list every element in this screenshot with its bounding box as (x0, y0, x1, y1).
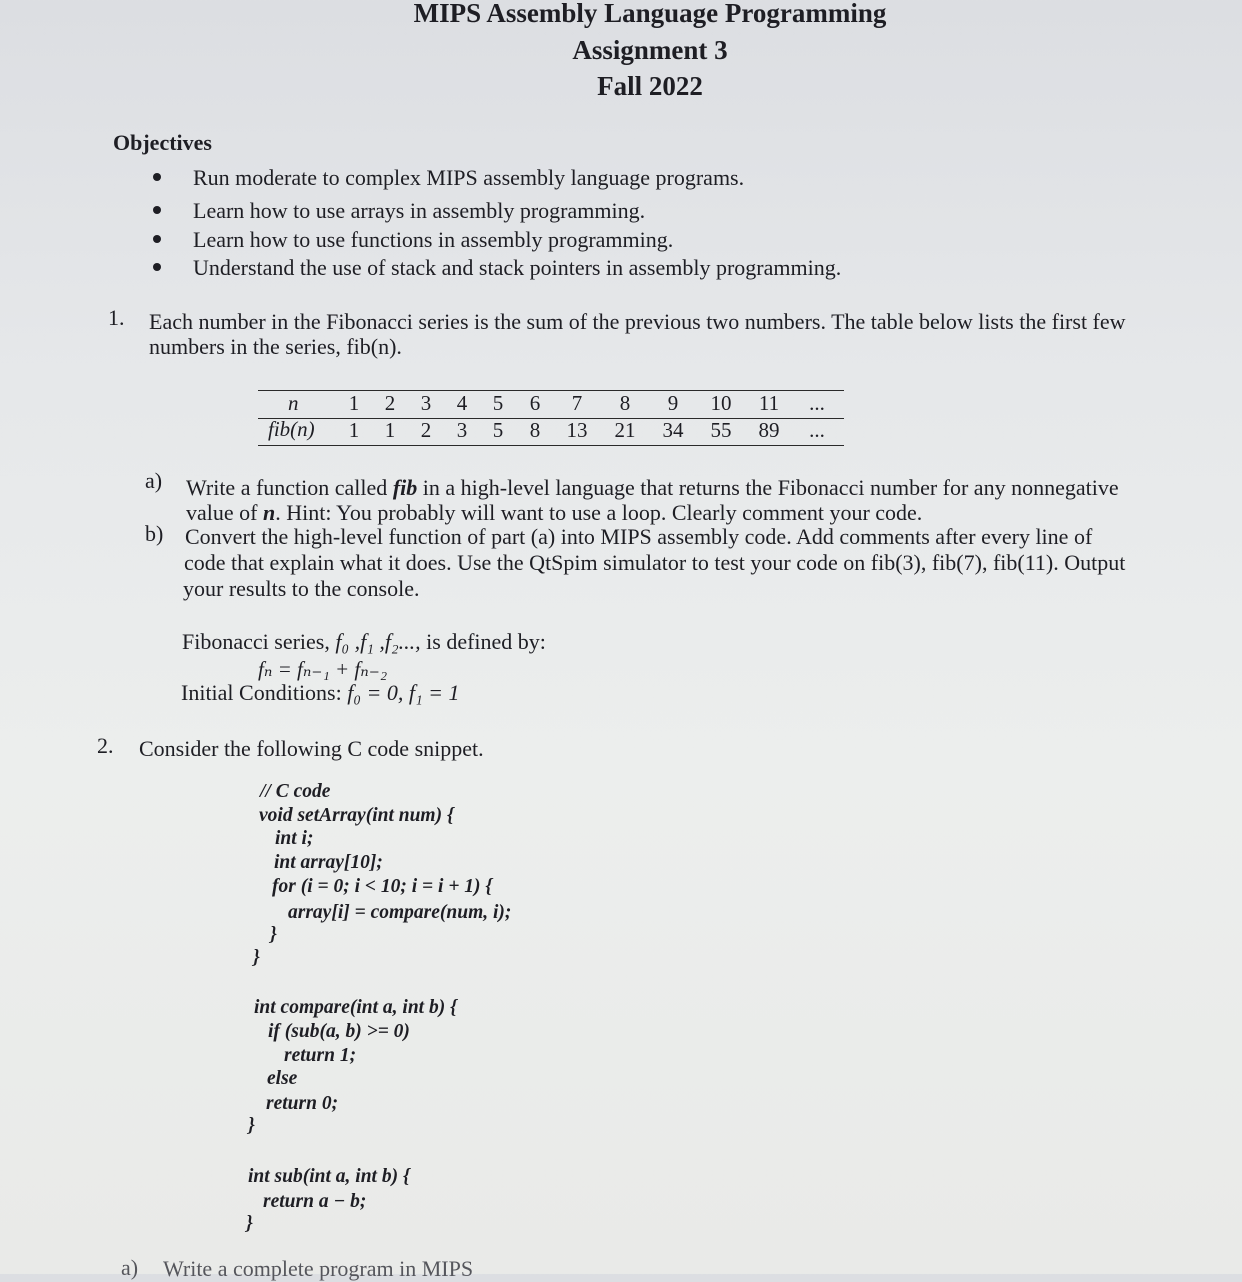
table-cell: 5 (492, 391, 504, 415)
table-cell: 1 (348, 391, 360, 415)
objective-item: Run moderate to complex MIPS assembly language programs. (193, 165, 745, 190)
assignment-number: Assignment 3 (572, 35, 728, 65)
part-b-label: b) (145, 521, 164, 546)
table-cell: 5 (492, 418, 504, 442)
table-cell: 34 (662, 418, 684, 442)
part-a-text-cont: value of n. Hint: You probably will want to use a loop. Clearly comment your code. (186, 500, 923, 525)
table-row-label-fib: fib(n) (268, 417, 315, 441)
code-line: array[i] = compare(num, i); (288, 902, 512, 923)
table-cell: 10 (710, 391, 732, 415)
part-b-text-cont: code that explain what it does. Use the QtSpim simulator to test your code on fib(3), fib(7), fib(11). Output (184, 550, 1126, 575)
table-cell: 1 (384, 418, 396, 442)
objectives-heading: Objectives (113, 130, 212, 155)
code-line: int compare(int a, int b) { (254, 997, 457, 1018)
fibonacci-formula: fₙ = fₙ₋₁ + fₙ₋₂ (258, 657, 388, 681)
table-cell: 13 (566, 418, 588, 442)
table-row-label-n: n (288, 391, 299, 415)
question-1-text: Each number in the Fibonacci series is the sum of the previous two numbers. The table below lists the first few (149, 309, 1126, 334)
table-cell: 1 (348, 418, 360, 442)
part-a-text: Write a function called fib in a high-level language that returns the Fibonacci number for any nonnegative (186, 475, 1119, 500)
table-cell: 3 (456, 418, 468, 442)
objective-item: Understand the use of stack and stack pointers in assembly programming. (193, 255, 842, 280)
part-b-text-cont2: your results to the console. (183, 576, 420, 601)
code-line: } (270, 924, 277, 945)
question-2-part-a-text: Write a complete program in MIPS (163, 1256, 474, 1281)
code-line: // C code (260, 781, 331, 802)
code-line: for (i = 0; i < 10; i = i + 1) { (272, 876, 493, 897)
table-cell: 4 (456, 391, 468, 415)
table-cell: 3 (420, 391, 432, 415)
objective-item: Learn how to use arrays in assembly programming. (193, 198, 646, 223)
code-line: int sub(int a, int b) { (248, 1166, 410, 1187)
code-line: return 1; (284, 1045, 357, 1066)
table-cell: 89 (758, 418, 780, 442)
question-1-number: 1. (108, 305, 125, 330)
part-a-label: a) (145, 468, 163, 493)
table-cell: 21 (614, 418, 636, 442)
code-line: return a − b; (263, 1191, 367, 1212)
bullet-icon (153, 235, 161, 243)
bullet-icon (153, 206, 161, 214)
table-cell: 7 (571, 391, 583, 415)
question-2-text: Consider the following C code snippet. (139, 736, 484, 761)
question-1-text-cont: numbers in the series, fib(n). (149, 334, 402, 359)
code-line: int array[10]; (274, 852, 383, 873)
table-top-rule (258, 390, 844, 391)
table-cell: 8 (529, 418, 541, 442)
function-name: fib (392, 475, 418, 500)
code-line: return 0; (266, 1093, 339, 1114)
table-cell: 55 (710, 418, 732, 442)
initial-conditions: Initial Conditions: f₀ = 0, f₁ = 1 (181, 680, 460, 705)
part-b-text: Convert the high-level function of part (a) into MIPS assembly code. Add comments after every line of (185, 524, 1093, 549)
table-cell: 6 (529, 391, 541, 415)
variable-n: n (262, 500, 276, 525)
table-bottom-rule (258, 445, 844, 446)
table-middle-rule (258, 418, 844, 419)
question-2-part-a-label: a) (121, 1255, 139, 1280)
table-cell: 8 (619, 391, 631, 415)
table-cell: ... (809, 418, 825, 442)
code-line: else (267, 1068, 298, 1089)
code-line: } (253, 947, 260, 968)
table-cell: ... (809, 391, 825, 415)
code-line: void setArray(int num) { (259, 805, 454, 826)
table-cell: 2 (384, 391, 396, 415)
table-cell: 9 (667, 391, 679, 415)
fibonacci-definition: Fibonacci series, f₀ ,f₁ ,f₂..., is defined by: (182, 629, 546, 654)
bullet-icon (153, 263, 161, 271)
code-line: int i; (275, 828, 314, 849)
bullet-icon (153, 173, 161, 181)
objective-item: Learn how to use functions in assembly programming. (193, 227, 674, 252)
code-line: } (248, 1115, 255, 1136)
term: Fall 2022 (597, 71, 703, 101)
table-cell: 11 (758, 391, 780, 415)
question-2-number: 2. (97, 733, 114, 758)
table-cell: 2 (420, 418, 432, 442)
fibonacci-table (258, 382, 844, 446)
code-line: if (sub(a, b) >= 0) (268, 1021, 410, 1042)
code-line: } (246, 1213, 253, 1234)
document-title: MIPS Assembly Language Programming (413, 0, 887, 28)
